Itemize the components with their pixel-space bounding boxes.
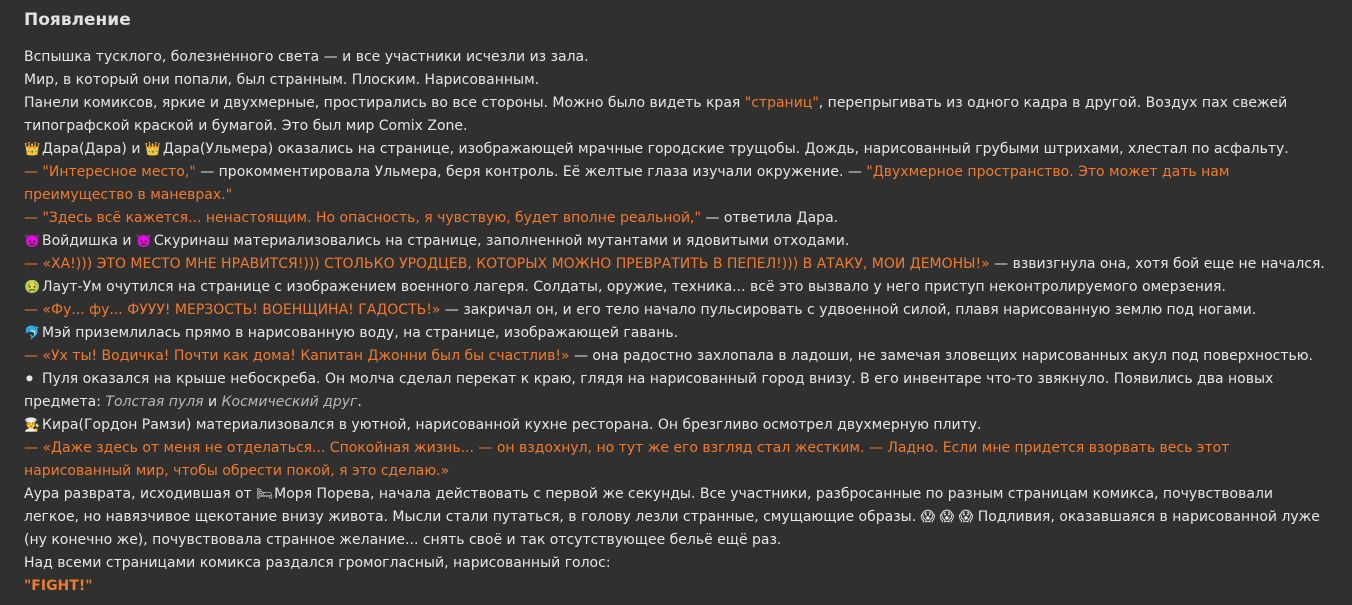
post-body: [24, 46, 1328, 598]
narration-text: Скуринаш материализовались на странице, заполненной мутантами и ядовитыми отходами.: [153, 233, 850, 249]
narration-text: Дара(Ульмера) оказались на странице, изображающей мрачные городские трущобы. Дождь, нарисованный грубыми штрихами, хлестал по асфальту.: [162, 141, 1289, 157]
story-line: [24, 575, 1328, 598]
narration-text: .: [357, 394, 362, 410]
narration-text: Мэй приземлилась прямо в нарисованную воду, на странице, изображающей гавань.: [42, 325, 679, 341]
quote-text: «ХА!))) ЭТО МЕСТО МНЕ НРАВИТСЯ!))) СТОЛЬКО УРОДЦЕВ, КОТОРЫХ МОЖНО ПРЕВРАТИТЬ В ПЕПЕЛ!))) В АТАКУ, МОИ ДЕМОНЫ!»: [42, 256, 990, 272]
story-line: [24, 552, 1328, 575]
narration-text: Войдишка и: [42, 233, 136, 249]
narration-text: Подливия, оказавшаяся в нарисованной луже (ну конечно же), почувствовала странное желание... снять своё и так отсутствующее бельё ещё раз.: [24, 509, 1320, 548]
narration-text: Над всеми страницами комикса раздался громогласный, нарисованный голос:: [24, 555, 611, 571]
story-line: [24, 414, 1328, 437]
story-line: [24, 69, 1328, 92]
crown-icon: 👑: [144, 142, 162, 157]
story-line: [24, 253, 1328, 276]
story-line: [24, 276, 1328, 299]
narration-text: — закричал он, и его тело начало пульсировать с удвоенной силой, плавя нарисованную землю под ногами.: [440, 302, 1257, 318]
dash: —: [24, 348, 43, 364]
narration-text: Лаут-Ум очутился на странице с изображением военного лагеря. Солдаты, оружие, техника... всё это вызвало у него приступ неконтролируемого омерзения.: [42, 279, 1226, 295]
crown-icon: 👑: [24, 142, 41, 157]
nauseated-face-icon: 🤢: [24, 280, 41, 295]
quote-text: "Здесь всё кажется... ненастоящим. Но опасность, я чувствую, будет вполне реальной,": [42, 210, 701, 226]
narration-text: — прокомментировала Ульмера, беря контроль. Её желтые глаза изучали окружение. —: [195, 164, 867, 180]
narration-text: Панели комиксов, яркие и двухмерные, простирались во все стороны. Можно было видеть края: [24, 95, 745, 111]
dolphin-icon: 🐬: [24, 326, 41, 341]
quote-text: «Фу... фу... ФУУУ! МЕРЗОСТЬ! ВОЕНЩИНА! ГАДОСТЬ!»: [42, 302, 441, 318]
imp-icon: 👿: [135, 234, 153, 249]
quote-text: «Даже здесь от меня не отделаться... Спокойная жизнь... — он вздохнул, но тут же его взгляд стал жестким. — Ладно. Если мне придется взорвать весь этот нарисованный мир, чтобы обрести покой, я это сделаю.»: [24, 440, 1230, 479]
fight-shout: "FIGHT!": [24, 578, 93, 594]
narration-text: Пуля оказался на крыше небоскреба. Он молча сделал перекат к краю, глядя на нарисованный город внизу. В его инвентаре что-то звякнуло. Появились два новых предмета:: [24, 371, 1274, 410]
story-line: [24, 368, 1328, 414]
story-line: [24, 207, 1328, 230]
narration-text: и: [203, 394, 222, 410]
story-line: [24, 161, 1328, 207]
screaming-face-icon: 😱 😱 😱: [920, 509, 974, 525]
black-circle-icon: ⚫: [24, 372, 35, 387]
narration-text: — она радостно захлопала в ладоши, не замечая зловещих нарисованных акул под поверхностью.: [569, 348, 1313, 364]
post-title: Появление: [24, 10, 131, 30]
item-name: Космический друг: [221, 394, 358, 410]
bed-icon: 🛏: [256, 487, 273, 502]
item-name: Толстая пуля: [105, 394, 204, 410]
narration-text: Мир, в который они попали, был странным. Плоским. Нарисованным.: [24, 72, 540, 88]
cook-icon: 🧑‍🍳: [24, 418, 41, 433]
narration-text: — ответила Дара.: [700, 210, 839, 226]
story-line: [24, 138, 1328, 161]
story-line: [24, 345, 1328, 368]
quote-text: «Ух ты! Водичка! Почти как дома! Капитан Джонни был бы счастлив!»: [42, 348, 570, 364]
story-line: [24, 322, 1328, 345]
imp-icon: 👿: [24, 234, 41, 249]
story-line: [24, 483, 1328, 552]
dash: —: [24, 256, 43, 272]
narration-text: Дара(Дара) и: [42, 141, 145, 157]
narration-text: Вспышка тусклого, болезненного света — и все участники исчезли из зала.: [24, 49, 589, 65]
story-line: [24, 92, 1328, 138]
dash: —: [24, 210, 43, 226]
narration-text: , перепрыгивать из одного кадра в другой. Воздух пах свежей типографской краской и бумагой. Это был мир Comix Zone.: [24, 95, 1288, 134]
story-line: [24, 230, 1328, 253]
quote-text: "Двухмерное пространство. Это может дать нам преимущество в маневрах.": [24, 164, 1230, 203]
dash: —: [24, 440, 43, 456]
quote-text: "страниц": [744, 95, 819, 111]
narration-text: Аура разврата, исходившая от: [24, 486, 257, 502]
narration-text: — взвизгнула она, хотя бой еще не начался.: [989, 256, 1325, 272]
narration-text: Кира(Гордон Рамзи) материализовался в уютной, нарисованной кухне ресторана. Он брезгливо осмотрел двухмерную плиту.: [42, 417, 982, 433]
story-line: [24, 299, 1328, 322]
dash: —: [24, 164, 43, 180]
dash: —: [24, 302, 43, 318]
quote-text: "Интересное место,": [42, 164, 196, 180]
story-line: [24, 46, 1328, 69]
narration-text: Моря Порева, начала действовать с первой же секунды. Все участники, разбросанные по разным страницам комикса, почувствовали легкое, но навязчивое щекотание внизу живота. Мысли стали путаться, в голову лезли странные, смущающие образы.: [24, 486, 1274, 525]
story-line: [24, 437, 1328, 483]
